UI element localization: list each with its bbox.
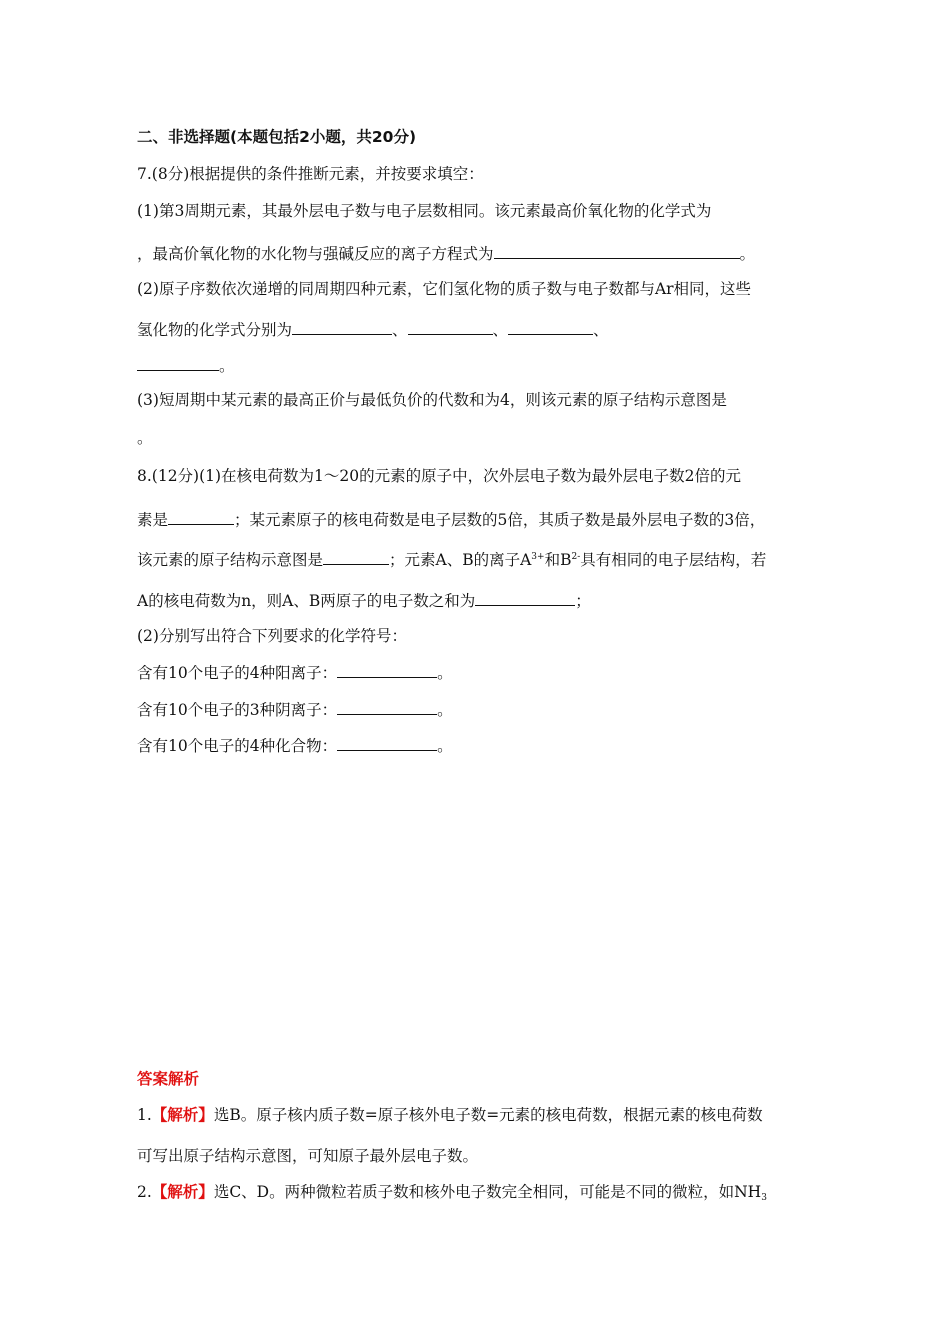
q7-part1-text: ，最高价氧化物的水化物与强碱反应的离子方程式为: [137, 245, 494, 263]
ion-charge-b: 2-: [571, 552, 581, 562]
q8-item-text: 含有10个电子的4种化合物：: [137, 737, 338, 755]
answer-number: 2.: [137, 1183, 152, 1201]
answer-blank[interactable]: [508, 319, 593, 335]
q8-text: 和B: [544, 551, 572, 569]
q7-part2-line3: [137, 355, 235, 376]
q7-part2-text: 氢化物的化学式分别为: [137, 321, 293, 339]
q8-item3: [137, 735, 453, 756]
answer-blank[interactable]: [494, 243, 740, 259]
q8-item2: [137, 699, 453, 720]
answer-number: 1.: [137, 1106, 152, 1124]
q8-line2: [137, 509, 765, 530]
ion-charge-a: 3+: [531, 552, 545, 562]
q7-part2-line2: [137, 319, 609, 340]
q8-text: 素是: [137, 511, 169, 529]
q7-part2-line1: (2)原子序数依次递增的同周期四种元素，它们氢化物的质子数与电子数都与Ar相同，这些: [137, 280, 752, 298]
q8-text: 具有相同的电子层结构，若: [580, 551, 767, 569]
section-title: 二、非选择题(本题包括2小题，共20分): [137, 128, 417, 146]
answer-blank[interactable]: [292, 319, 392, 335]
answer-blank[interactable]: [337, 735, 437, 751]
answer-blank[interactable]: [137, 355, 219, 371]
q8-line4: [137, 590, 591, 611]
separator: 、: [593, 321, 609, 339]
answer-blank[interactable]: [323, 549, 389, 565]
q8-text: A的核电荷数为n，则A、B两原子的电子数之和为: [137, 592, 476, 610]
answers-heading: 答案解析: [137, 1070, 200, 1088]
answer-2-line1: [137, 1182, 767, 1202]
answer-blank[interactable]: [337, 699, 437, 715]
q8-item-text: 含有10个电子的3种阴离子：: [137, 701, 338, 719]
q8-text: ；: [575, 592, 591, 610]
answer-blank[interactable]: [337, 662, 437, 678]
period: 。: [739, 245, 756, 263]
separator: 、: [392, 321, 408, 339]
subscript: 3: [761, 1193, 767, 1203]
analysis-tag: 【解析】: [151, 1183, 214, 1201]
answer-1-line1: [137, 1105, 763, 1125]
answer-1-line2: 可写出原子结构示意图，可知原子最外层电子数。: [137, 1147, 479, 1165]
answer-blank[interactable]: [408, 319, 493, 335]
q7-stem: 7.(8分)根据提供的条件推断元素，并按要求填空：: [137, 165, 484, 183]
q7-part1-line2: [137, 243, 755, 264]
period: 。: [219, 357, 235, 375]
q8-part2: (2)分别写出符合下列要求的化学符号：: [137, 627, 407, 645]
q7-part1-line1: (1)第3周期元素，其最外层电子数与电子层数相同。该元素最高价氧化物的化学式为: [137, 202, 712, 220]
q8-text: 该元素的原子结构示意图是: [137, 551, 324, 569]
answer-text: 选B。原子核内质子数=原子核外电子数=元素的核电荷数，根据元素的核电荷数: [213, 1106, 763, 1124]
q7-part3-line2: 。: [137, 429, 153, 447]
q8-line3: [137, 549, 766, 570]
analysis-tag: 【解析】: [151, 1106, 214, 1124]
q7-part3-line1: (3)短周期中某元素的最高正价与最低负价的代数和为4，则该元素的原子结构示意图是: [137, 391, 727, 409]
answer-blank[interactable]: [475, 590, 575, 606]
answer-text: 选C、D。两种微粒若质子数和核外电子数完全相同，可能是不同的微粒，如NH: [213, 1183, 762, 1201]
q8-text: ；某元素原子的核电荷数是电子层数的5倍，其质子数是最外层电子数的3倍，: [234, 511, 766, 529]
q8-text: ；元素A、B的离子A: [389, 551, 532, 569]
period: 。: [437, 701, 453, 719]
separator: 、: [492, 321, 509, 339]
q8-line1: 8.(12分)(1)在核电荷数为1～20的元素的原子中，次外层电子数为最外层电子数2倍的元: [137, 467, 742, 485]
q8-item1: [137, 662, 453, 683]
period: 。: [437, 737, 453, 755]
period: 。: [437, 664, 453, 682]
q8-item-text: 含有10个电子的4种阳离子：: [137, 664, 338, 682]
answer-blank[interactable]: [168, 509, 234, 525]
